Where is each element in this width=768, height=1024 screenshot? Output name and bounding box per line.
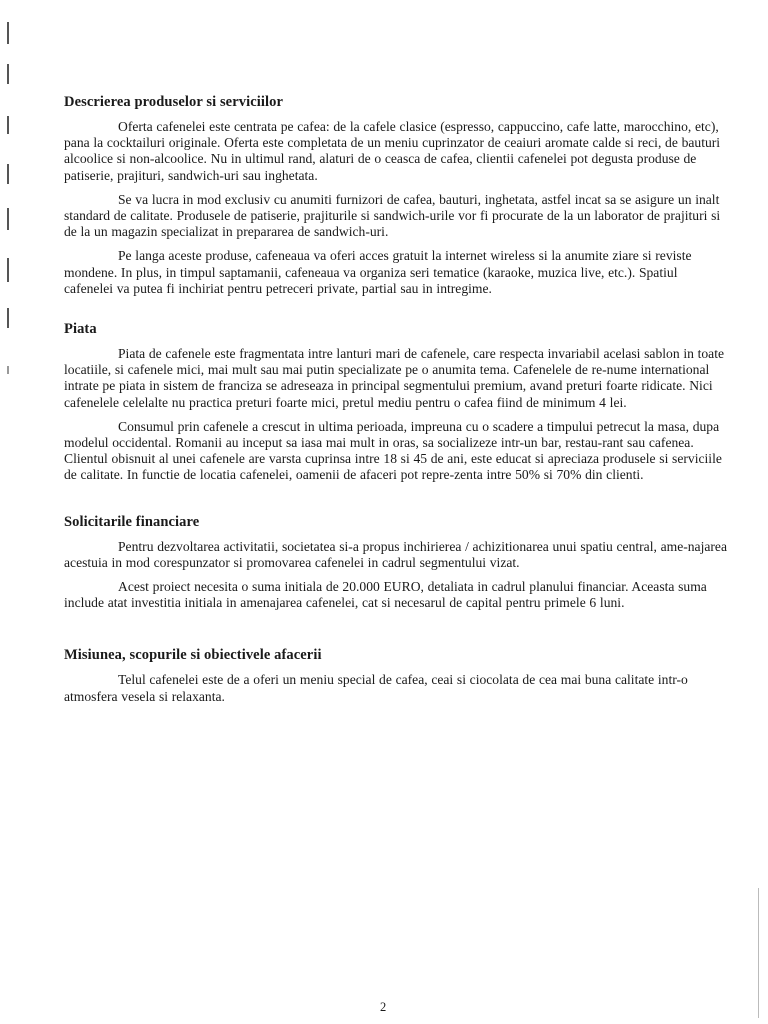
section-products-services — [58, 94, 730, 297]
scan-edge-mark — [7, 208, 9, 230]
paragraph: Piata de cafenele este fragmentata intre lanturi mari de cafenele, care respecta invariabil acelasi sablon in toate locatiile, si cafenele mici, mai mult sau mai putin specializate pe o anumita tema. Cafenelele de re-nume international intrate pe piata in sistem de franciza se adreseaza in principal segmentului premium, avand preturi foarte ridicate. Nici cafenelele celelalte nu practica preturi foarte mici, pretul mediu pentru o cafea fiind de minimum 4 lei. — [64, 346, 725, 410]
section-heading: Piata — [64, 321, 97, 338]
section-market — [58, 321, 730, 484]
paragraph: Acest proiect necesita o suma initiala de 20.000 EURO, detaliata in cadrul planului financiar. Aceasta suma include atat investitia initiala in amenajarea cafenelei, cat si necesarul de capital pentru primele 6 luni. — [64, 579, 707, 611]
scan-edge-mark — [7, 164, 9, 184]
scan-edge-mark — [7, 64, 9, 84]
scan-edge-mark — [7, 366, 9, 374]
scan-edge-mark — [7, 308, 9, 328]
section-financial-requests — [58, 514, 730, 612]
paragraph: Se va lucra in mod exclusiv cu anumiti furnizori de cafea, bauturi, inghetata, astfel incat sa se asigure un inalt standard de calitate. Produsele de patiserie, prajiturile si sandwich-urile vor fi procurate de la un laborator de prajituri si de la un magazin specializat in prepararea de sandwich-uri. — [64, 191, 721, 240]
scan-edge-mark — [7, 258, 9, 282]
section-mission-objectives — [58, 647, 730, 704]
section-heading: Descrierea produselor si serviciilor — [64, 94, 284, 110]
page-number: 2 — [380, 1000, 387, 1014]
paragraph: Pe langa aceste produse, cafeneaua va oferi acces gratuit la internet wireless si la anumite ziare si reviste mondene. In plus, in timpul saptamanii, cafeneaua va organiza seri tematice (karaoke, muzica live, etc.). Spatiul cafenelei va putea fi inchiriat pentru petreceri private, partial sau in intregime. — [64, 248, 692, 296]
scan-edge-mark — [7, 22, 9, 44]
scan-edge-mark — [7, 116, 9, 134]
paragraph: Oferta cafenelei este centrata pe cafea: de la cafele clasice (espresso, cappuccino, cafe latte, marocchino, etc), pana la cocktailuri originale. Oferta este completata de un meniu cuprinzator de ceaiuri aromate calde si reci, de bauturi alcoolice si non-alcoolice. Nu in ultimul rand, alaturi de o ceasca de cafea, clientii cafenelei pot degusta produse de patiserie, prajituri, sandwich-uri sau inghetata. — [64, 119, 721, 183]
section-heading: Misiunea, scopurile si obiectivele afacerii — [64, 647, 322, 664]
paragraph: Consumul prin cafenele a crescut in ultima perioada, impreuna cu o scadere a timpului petrecut la masa, dupa modelul occidental. Romanii au inceput sa iasa mai mult in oras, sa socializeze intr-un bar, restau-rant sau cafenea. Clientul obisnuit al unei cafenele are varsta cuprinsa intre 18 si 45 de ani, este educat si apreciaza produsele si serviciile de calitate. In functie de locatia cafenelei, oamenii de afaceri pot repre-zenta intre 50% si 70% din clienti. — [64, 418, 722, 483]
document-body — [58, 94, 730, 729]
paragraph: Pentru dezvoltarea activitatii, societatea si-a propus inchirierea / achizitionarea unui spatiu central, ame-najarea acestuia in mod corespunzator si promovarea cafenelei in cadrul segmentului vizat. — [64, 538, 727, 570]
paragraph: Telul cafenelei este de a oferi un meniu special de cafea, ceai si ciocolata de cea mai buna calitate intr-o atmosfera vesela si relaxanta. — [64, 672, 688, 704]
scan-edge-mark — [758, 888, 759, 1018]
section-heading: Solicitarile financiare — [64, 513, 200, 530]
